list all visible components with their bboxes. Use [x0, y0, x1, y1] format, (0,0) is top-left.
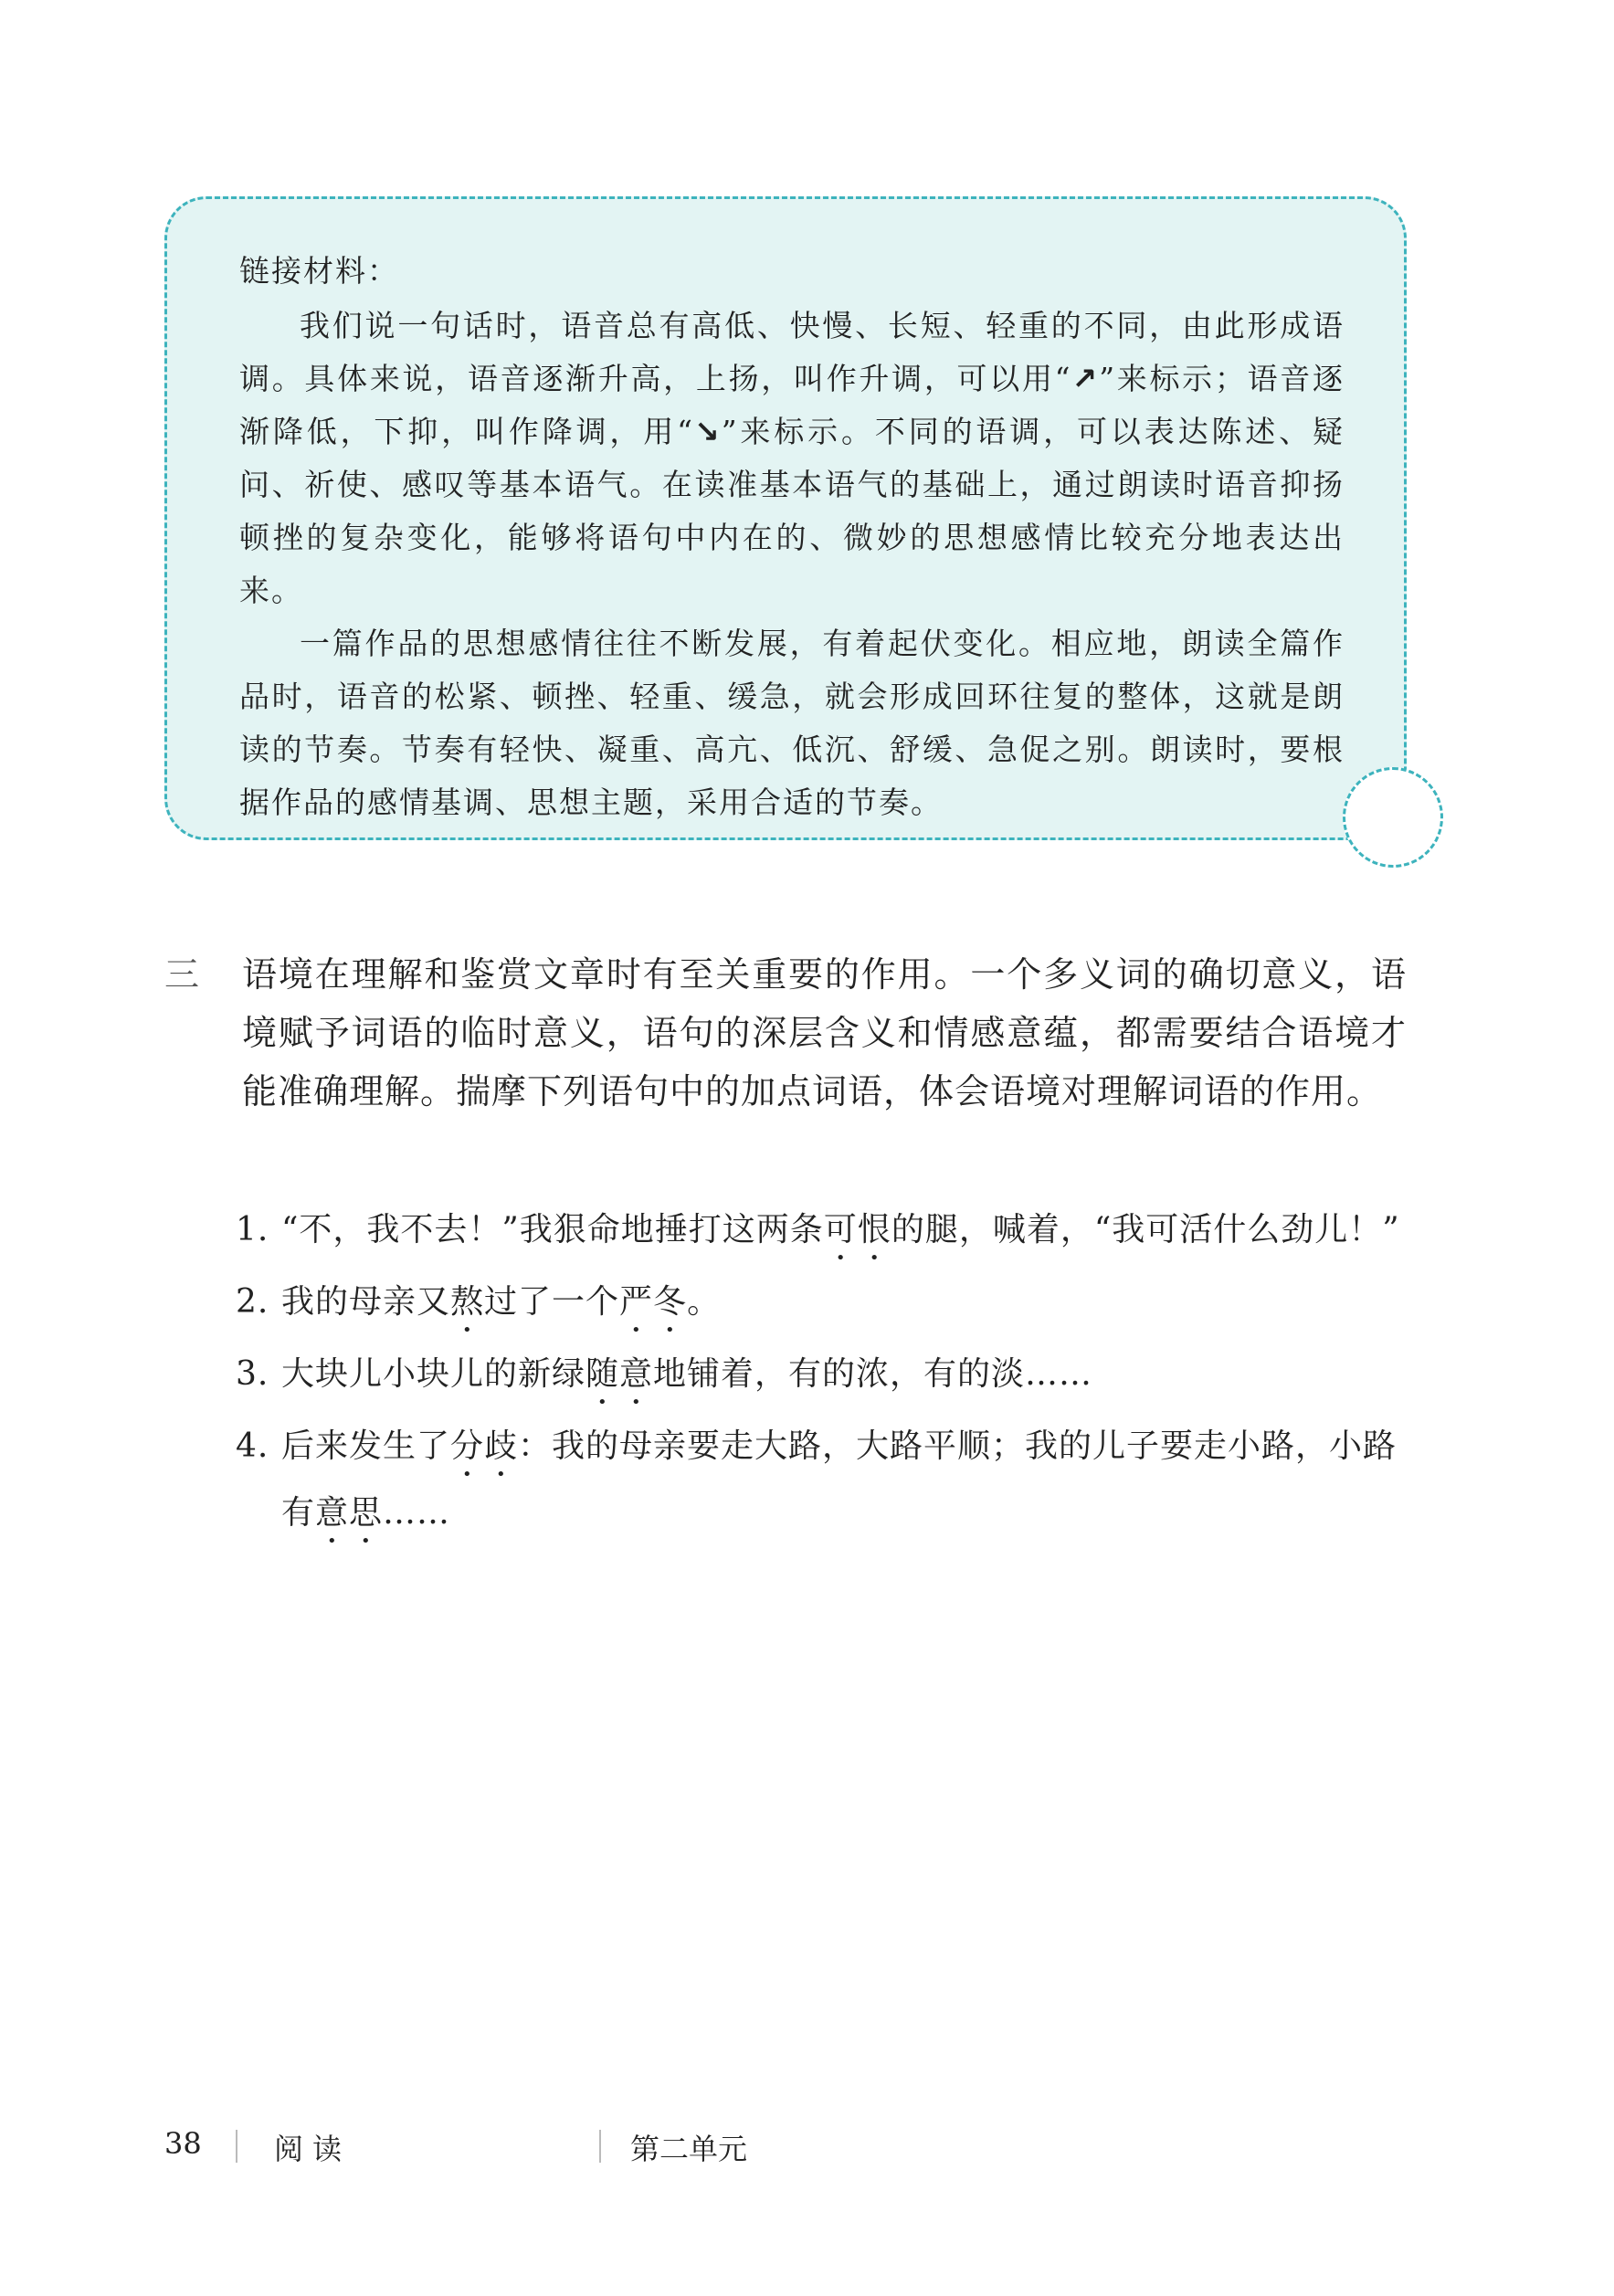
link-material-content — [239, 245, 1345, 829]
item-text-before: 后来发生了 — [281, 1427, 451, 1465]
item-number: 4. — [236, 1427, 269, 1465]
item-text-before: “不，我不去！”我狠命地捶打这两条 — [281, 1211, 824, 1248]
link-material-paragraph-2: 一篇作品的思想感情往往不断发展，有着起伏变化。相应地，朗读全篇作品时，语音的松紧、顿挫、轻重、缓急，就会形成回环往复的整体，这就是朗读的节奏。节奏有轻快、凝重、高亢、低沉、舒缓、急促之别。朗读时，要根据作品的感情基调、思想主题，采用合适的节奏。 — [239, 626, 1345, 820]
emphasized-word: 意思 — [315, 1494, 384, 1532]
falling-tone-arrow-icon: ↘ — [694, 414, 722, 449]
page-footer — [0, 2126, 1614, 2166]
exercise-item-3 — [236, 1345, 1407, 1412]
emphasized-word: 严冬 — [619, 1283, 688, 1321]
item-text-after: 。 — [687, 1283, 722, 1321]
emphasized-word: 分歧 — [450, 1427, 519, 1465]
paragraph-1-part-b: ”来标示；语音逐渐降低，下抑，叫作降调，用“ — [239, 361, 1345, 449]
link-material-paragraph-1 — [239, 300, 1345, 617]
item-number: 1. — [236, 1211, 269, 1248]
exercise-item-1 — [236, 1201, 1407, 1268]
item-number: 2. — [236, 1283, 269, 1321]
item-text-middle: 过了一个 — [484, 1283, 620, 1321]
item-text-middle: ：我的母亲要走大路，大路平顺；我的儿子要走小路，小路有 — [281, 1427, 1398, 1532]
exercise-item-4 — [236, 1417, 1407, 1551]
item-text-before: 大块儿小块儿的新绿 — [281, 1355, 586, 1393]
footer-divider — [599, 2130, 601, 2163]
item-text — [281, 1417, 1407, 1551]
item-text-after: …… — [383, 1494, 451, 1532]
emphasized-word: 可恨 — [823, 1211, 891, 1248]
exercise-item-2 — [236, 1273, 1407, 1340]
item-text-before: 我的母亲又 — [281, 1283, 451, 1321]
section-instructions: 语境在理解和鉴赏文章时有至关重要的作用。一个多义词的确切意义，语境赋予词语的临时意义，语句的深层含义和情感意蕴，都需要结合语境才能准确理解。揣摩下列语句中的加点词语，体会语境对理解词语的作用。 — [242, 954, 1407, 1111]
paragraph-1-part-c: ”来标示。不同的语调，可以表达陈述、疑问、祈使、感叹等基本语气。在读准基本语气的基础上，通过朗读时语音抑扬顿挫的复杂变化，能够将语句中内在的、微妙的思想感情比较充分地表达出来。 — [239, 414, 1345, 608]
emphasized-word: 熬 — [450, 1283, 485, 1321]
rising-tone-arrow-icon: ↗ — [1071, 361, 1100, 396]
item-text — [281, 1273, 1407, 1340]
box-corner-notch-cover — [1347, 772, 1439, 863]
item-text — [281, 1345, 1407, 1412]
emphasized-word: 随意 — [585, 1355, 654, 1393]
exercise-items — [236, 1201, 1407, 1556]
item-text — [281, 1201, 1407, 1268]
paragraph-1-part-a: 我们说一句话时，语音总有高低、快慢、长短、轻重的不同，由此形成语调。具体来说，语音逐渐升高，上扬，叫作升调，可以用“ — [239, 308, 1345, 396]
exercise-section-3 — [164, 945, 1407, 1121]
footer-section-name: 阅读 — [274, 2132, 352, 2166]
link-material-title: 链接材料： — [239, 253, 399, 289]
footer-divider — [236, 2130, 237, 2163]
item-text-after: 的腿，喊着，“我可活什么劲儿！” — [891, 1211, 1400, 1248]
footer-unit-name: 第二单元 — [630, 2132, 748, 2166]
page-number: 38 — [164, 2126, 202, 2161]
item-text-after: 地铺着，有的浓，有的淡…… — [653, 1355, 1093, 1393]
section-number: 三 — [164, 954, 201, 995]
item-number: 3. — [236, 1355, 269, 1393]
